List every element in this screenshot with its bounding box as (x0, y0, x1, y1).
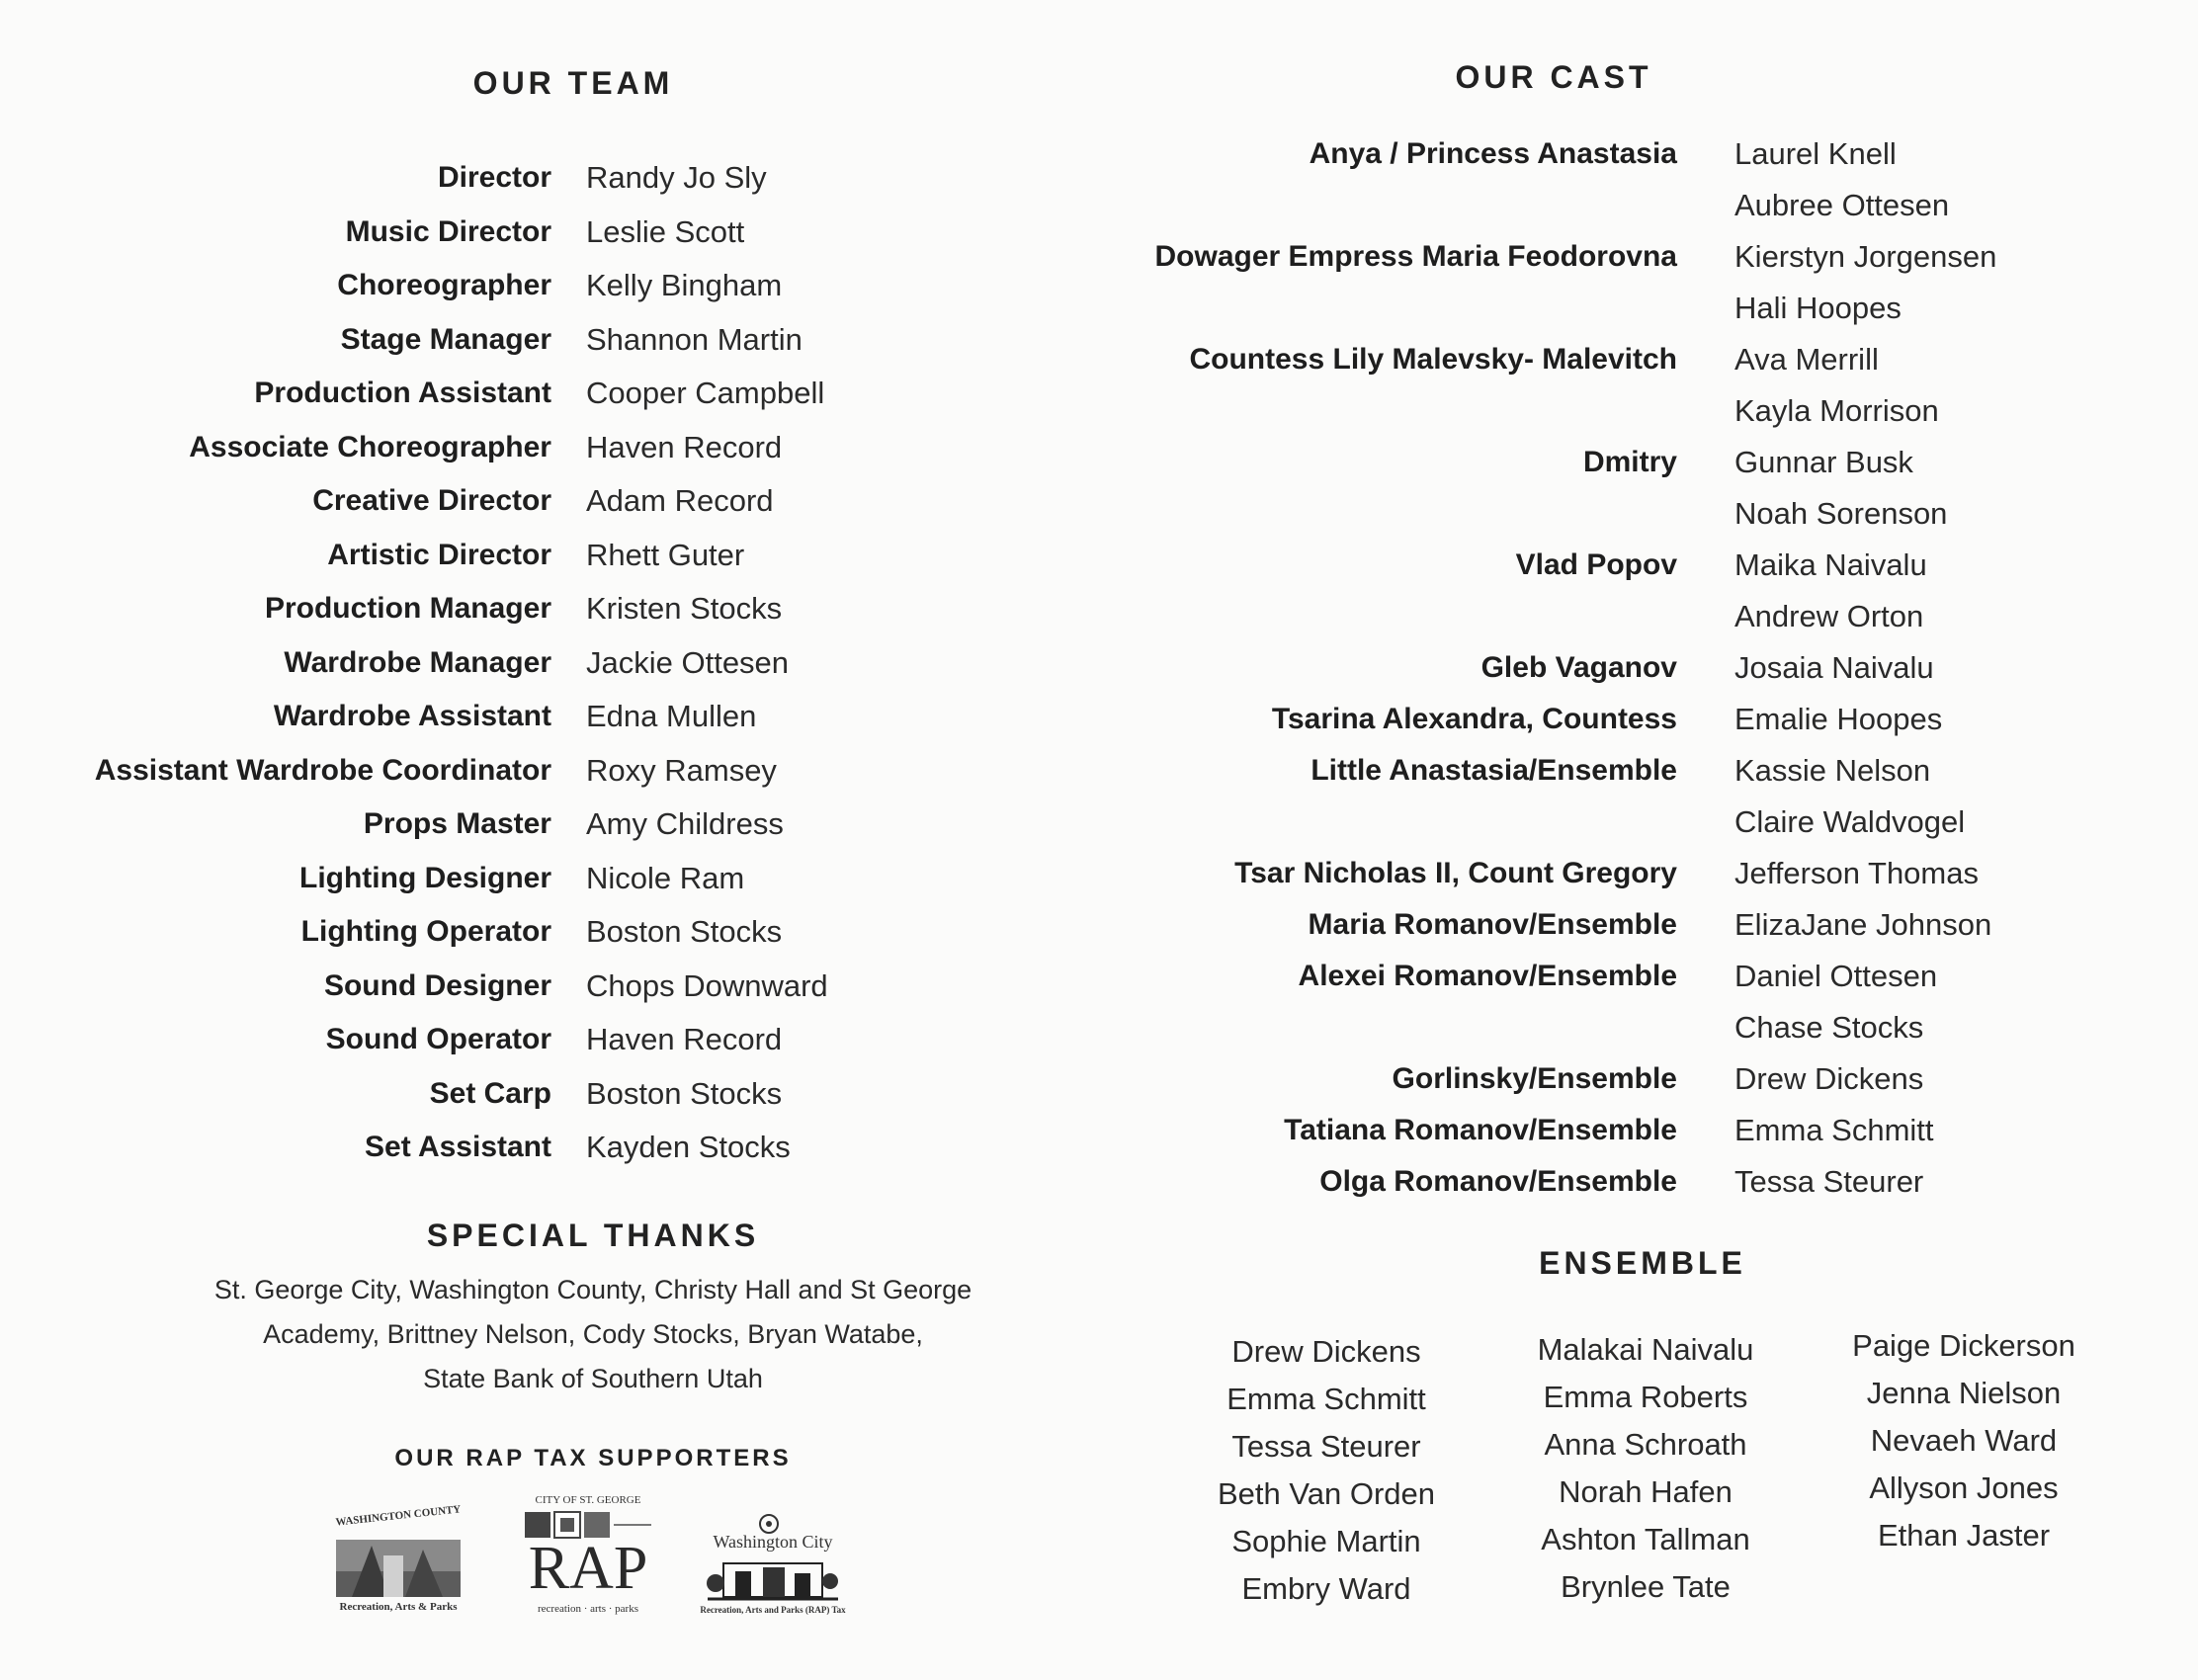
cast-member-name: Aubree Ottesen (1734, 188, 1950, 222)
cast-role-cell (1099, 899, 1677, 951)
team-role: Stage Manager (340, 322, 551, 356)
washington-county-top: WASHINGTON COUNTY (335, 1503, 462, 1529)
team-row (0, 152, 1099, 204)
team-row (0, 207, 1099, 258)
team-member-name: Jackie Ottesen (586, 644, 790, 680)
cast-row (1099, 848, 2198, 899)
cast-role: Tsarina Alexandra, Countess (1271, 703, 1677, 735)
cast-role-cell (1099, 848, 1677, 899)
team-member-name: Nicole Ram (586, 860, 745, 895)
cast-member-name: Claire Waldvogel (1734, 804, 1966, 839)
ensemble-heading: ENSEMBLE (1539, 1245, 1746, 1281)
team-member-name: Kristen Stocks (586, 591, 783, 626)
team-role: Wardrobe Assistant (273, 700, 551, 732)
st-george-top: CITY OF ST. GEORGE (535, 1494, 641, 1506)
team-row (0, 422, 1099, 473)
cast-role: Vlad Popov (1515, 548, 1677, 581)
team-role-cell (0, 260, 551, 311)
team-role: Artistic Director (327, 538, 551, 571)
team-role: Assistant Wardrobe Coordinator (94, 753, 551, 787)
cast-row (1099, 334, 2198, 437)
cast-role-cell (1099, 231, 1677, 283)
cast-role-cell (1099, 1105, 1677, 1156)
cast-role: Dowager Empress Maria Feodorovna (1154, 240, 1677, 273)
cast-role-cell (1099, 745, 1677, 797)
team-role: Wardrobe Manager (284, 645, 551, 679)
cast-member-name: Chase Stocks (1734, 1010, 1924, 1045)
team-role-cell (0, 530, 551, 581)
rap-tax-heading: OUR RAP TAX SUPPORTERS (394, 1445, 792, 1471)
team-row (0, 798, 1099, 850)
cast-member-name: Josaia Naivalu (1734, 650, 1934, 685)
washington-county-logo (324, 1502, 472, 1621)
cast-role-cell (1099, 951, 1677, 1002)
team-member-name: Chops Downward (586, 967, 828, 1003)
team-row (0, 368, 1099, 419)
team-row (0, 637, 1099, 689)
team-role: Production Manager (264, 592, 551, 625)
cast-row (1099, 951, 2198, 1053)
team-role: Props Master (363, 807, 551, 840)
team-role-cell (0, 583, 551, 634)
team-role-cell (0, 1122, 551, 1173)
team-row (0, 530, 1099, 581)
ensemble-member: Norah Hafen (1559, 1474, 1733, 1509)
ensemble-member: Malakai Naivalu (1537, 1332, 1754, 1367)
cast-role-cell (1099, 694, 1677, 745)
ensemble-column (1497, 1326, 1794, 1611)
team-member-name: Roxy Ramsey (586, 752, 777, 788)
cast-row (1099, 694, 2198, 745)
team-role: Director (437, 161, 551, 194)
st-george-rap-logo (519, 1492, 657, 1631)
st-george-bottom: recreation · arts · parks (537, 1603, 638, 1615)
cast-row (1099, 540, 2198, 642)
team-role: Set Assistant (365, 1131, 551, 1163)
ensemble-member: Brynlee Tate (1561, 1569, 1731, 1604)
cast-member-name: Gunnar Busk (1734, 445, 1913, 479)
cast-member-name: Maika Naivalu (1734, 547, 1927, 582)
ensemble-member: Ashton Tallman (1541, 1522, 1750, 1556)
ensemble-member: Tessa Steurer (1231, 1429, 1421, 1464)
team-row (0, 583, 1099, 634)
team-row (0, 1068, 1099, 1120)
team-role-cell (0, 637, 551, 689)
cast-role-cell (1099, 128, 1677, 180)
special-thanks-heading: SPECIAL THANKS (426, 1218, 760, 1253)
team-role-cell (0, 207, 551, 258)
team-role: Music Director (345, 214, 551, 248)
cast-member-name: Drew Dickens (1734, 1061, 1924, 1096)
team-role-cell (0, 1068, 551, 1120)
cast-member-name: Kierstyn Jorgensen (1734, 239, 1997, 274)
washington-city-top: Washington City (713, 1532, 833, 1552)
team-role-cell (0, 152, 551, 204)
cast-row (1099, 437, 2198, 540)
cast-row (1099, 1105, 2198, 1156)
cast-role: Tatiana Romanov/Ensemble (1284, 1114, 1677, 1146)
team-role-cell (0, 853, 551, 904)
team-member-name: Boston Stocks (586, 914, 783, 949)
team-member-name: Boston Stocks (586, 1075, 783, 1111)
cast-row (1099, 899, 2198, 951)
team-role: Set Carp (429, 1076, 551, 1110)
team-role-cell (0, 798, 551, 850)
team-member-name: Amy Childress (586, 806, 784, 841)
ensemble-column (1178, 1328, 1475, 1613)
cast-role-cell (1099, 642, 1677, 694)
washington-city-logo (700, 1510, 846, 1624)
washington-county-bottom: Recreation, Arts & Parks (339, 1601, 458, 1613)
team-role: Choreographer (337, 269, 551, 301)
team-role-cell (0, 906, 551, 958)
cast-role: Dmitry (1582, 446, 1677, 478)
team-row (0, 314, 1099, 366)
team-member-name: Edna Mullen (586, 699, 757, 733)
cast-row (1099, 1156, 2198, 1208)
cast-role: Alexei Romanov/Ensemble (1298, 960, 1677, 992)
team-member-name: Rhett Guter (586, 537, 745, 572)
cast-heading: OUR CAST (1455, 59, 1652, 95)
cast-row (1099, 642, 2198, 694)
team-row (0, 1014, 1099, 1065)
cast-member-name: Jefferson Thomas (1734, 856, 1979, 890)
special-thanks-line: Academy, Brittney Nelson, Cody Stocks, Bryan Watabe, (263, 1319, 923, 1349)
cast-role-cell (1099, 1156, 1677, 1208)
team-role: Lighting Designer (299, 861, 551, 894)
cast-role: Anya / Princess Anastasia (1309, 137, 1677, 170)
team-member-name: Shannon Martin (586, 321, 803, 357)
cast-row (1099, 745, 2198, 848)
cast-role: Gleb Vaganov (1480, 651, 1677, 684)
cast-member-name: Emma Schmitt (1734, 1113, 1934, 1147)
team-role: Creative Director (312, 484, 551, 517)
cast-role-cell (1099, 540, 1677, 591)
cast-role: Maria Romanov/Ensemble (1308, 908, 1677, 941)
team-role-cell (0, 1014, 551, 1065)
ensemble-member: Paige Dickerson (1852, 1328, 2075, 1363)
right-page (1099, 0, 2198, 1680)
team-role-cell (0, 961, 551, 1012)
cast-role: Gorlinsky/Ensemble (1392, 1062, 1677, 1095)
cast-role: Countess Lily Malevsky- Malevitch (1189, 343, 1677, 376)
ensemble-column (1816, 1322, 2112, 1559)
ensemble-member: Anna Schroath (1544, 1427, 1747, 1462)
team-member-name: Haven Record (586, 429, 783, 464)
team-heading: OUR TEAM (472, 65, 674, 101)
team-member-name: Kelly Bingham (586, 268, 783, 302)
ensemble-member: Nevaeh Ward (1870, 1423, 2058, 1458)
st-george-main: RAP (528, 1535, 648, 1602)
ensemble-member: Jenna Nielson (1866, 1376, 2062, 1410)
ensemble-member: Emma Schmitt (1226, 1382, 1426, 1416)
team-row (0, 1122, 1099, 1173)
cast-member-name: Noah Sorenson (1734, 496, 1948, 531)
ensemble-member: Embry Ward (1241, 1571, 1411, 1606)
team-row (0, 853, 1099, 904)
cast-role-cell (1099, 334, 1677, 385)
cast-role: Olga Romanov/Ensemble (1319, 1165, 1677, 1198)
team-role-cell (0, 314, 551, 366)
team-member-name: Kayden Stocks (586, 1130, 791, 1164)
team-role-cell (0, 475, 551, 527)
cast-role: Little Anastasia/Ensemble (1310, 754, 1677, 787)
cast-member-name: Daniel Ottesen (1734, 959, 1938, 993)
cast-member-name: Tessa Steurer (1734, 1164, 1924, 1199)
ensemble-member: Ethan Jaster (1877, 1518, 2051, 1553)
cast-member-name: ElizaJane Johnson (1734, 907, 1992, 942)
cast-row (1099, 128, 2198, 231)
team-row (0, 475, 1099, 527)
team-role-cell (0, 368, 551, 419)
team-member-name: Adam Record (586, 483, 774, 518)
special-thanks-text (178, 1268, 1008, 1401)
team-role-cell (0, 422, 551, 473)
team-member-name: Cooper Campbell (586, 376, 825, 410)
washington-city-bottom: Recreation, Arts and Parks (RAP) Tax (700, 1605, 846, 1615)
team-member-name: Randy Jo Sly (586, 160, 767, 195)
cast-role-cell (1099, 437, 1677, 488)
team-row (0, 906, 1099, 958)
cast-member-name: Laurel Knell (1734, 136, 1897, 171)
cast-member-name: Hali Hoopes (1734, 291, 1902, 325)
ensemble-member: Drew Dickens (1231, 1334, 1421, 1369)
cast-row (1099, 231, 2198, 334)
team-row (0, 745, 1099, 797)
ensemble-member: Beth Van Orden (1217, 1476, 1435, 1511)
team-row (0, 961, 1099, 1012)
cast-member-name: Emalie Hoopes (1734, 702, 1943, 736)
ensemble-member: Emma Roberts (1543, 1380, 1748, 1414)
cast-row (1099, 1053, 2198, 1105)
team-role-cell (0, 745, 551, 797)
cast-role-cell (1099, 1053, 1677, 1105)
ensemble-member: Sophie Martin (1231, 1524, 1421, 1558)
team-member-name: Leslie Scott (586, 213, 745, 249)
cast-member-name: Kassie Nelson (1734, 753, 1931, 788)
special-thanks-line: St. George City, Washington County, Christy Hall and St George (213, 1275, 972, 1304)
team-role: Production Assistant (254, 377, 551, 409)
team-row (0, 260, 1099, 311)
cast-member-name: Kayla Morrison (1734, 393, 1939, 428)
team-member-name: Haven Record (586, 1022, 783, 1056)
team-role: Associate Choreographer (189, 430, 551, 463)
team-role: Lighting Operator (300, 915, 551, 948)
team-role-cell (0, 691, 551, 742)
cast-member-name: Ava Merrill (1734, 342, 1879, 377)
team-role: Sound Operator (325, 1023, 551, 1055)
cast-member-name: Andrew Orton (1734, 599, 1924, 633)
ensemble-member: Allyson Jones (1869, 1470, 2059, 1505)
special-thanks-line: State Bank of Southern Utah (423, 1364, 763, 1393)
cast-role: Tsar Nicholas II, Count Gregory (1234, 857, 1677, 889)
team-row (0, 691, 1099, 742)
washington-city-scene (704, 1555, 842, 1605)
team-role: Sound Designer (323, 968, 551, 1002)
